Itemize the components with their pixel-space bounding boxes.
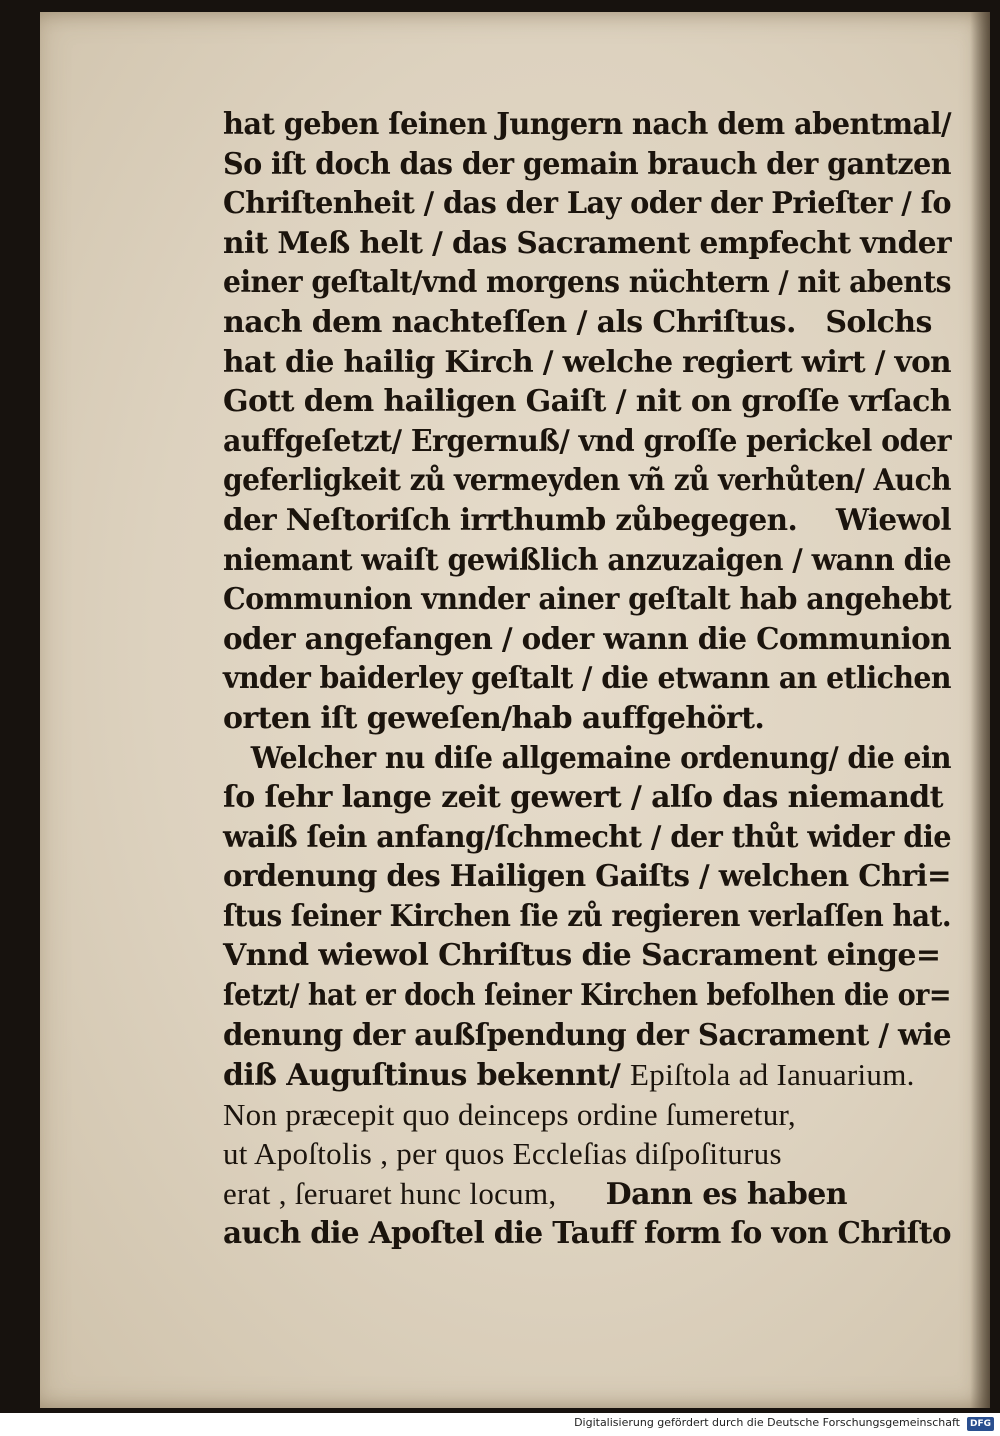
dfg-logo: DFG xyxy=(967,1417,994,1431)
text-line xyxy=(223,343,953,383)
fraktur-text: der Neſtoriſch irrthumb zůbegegen. Wiewol xyxy=(223,502,951,538)
text-line xyxy=(223,778,953,818)
text-line xyxy=(223,1055,953,1095)
fraktur-text: geferligkeit zů vermeyden vñ zů verhůten/ Auch xyxy=(223,463,951,499)
fraktur-text: auffgeſetzt/ Ergernuß/ vnd groſſe perickel oder xyxy=(223,423,951,459)
fraktur-text: ordenung des Hailigen Gaiſts / welchen Chri= xyxy=(223,859,951,895)
text-line xyxy=(223,897,953,937)
latin-text: ut Apoſtolis , per quos Eccleſias diſpoſiturus xyxy=(223,1136,782,1172)
text-line xyxy=(223,382,953,422)
fraktur-text: nach dem nachteſſen / als Chriſtus. Solchs xyxy=(223,304,932,340)
text-line xyxy=(223,422,953,462)
fraktur-text: ſo ſehr lange zeit gewert / alſo das niemandt xyxy=(223,780,943,816)
text-line xyxy=(223,580,953,620)
fraktur-text: Dann es haben xyxy=(556,1177,847,1213)
fraktur-text: diß Auguſtinus bekennt/ xyxy=(223,1058,631,1094)
fraktur-text: nit Meß helt / das Sacrament empfecht vnder xyxy=(223,225,951,261)
funding-credit: Digitalisierung gefördert durch die Deutsche Forschungsgemeinschaft xyxy=(574,1416,960,1429)
text-line xyxy=(223,1134,953,1174)
text-line xyxy=(223,818,953,858)
text-line xyxy=(223,936,953,976)
fraktur-text: niemant waiſt gewißlich anzuzaigen / wann die xyxy=(223,542,951,578)
text-line xyxy=(223,976,953,1016)
latin-text: Epiſtola ad Ianuarium. xyxy=(630,1057,915,1093)
text-line xyxy=(223,1174,953,1214)
fraktur-text: auch die Apoſtel die Tauff form ſo von Chriſto xyxy=(223,1215,951,1251)
text-line xyxy=(223,1016,953,1056)
fraktur-text: ſetzt/ hat er doch ſeiner Kirchen befolhen die or= xyxy=(223,978,951,1014)
fraktur-text: orten iſt geweſen/hab auffgehört. xyxy=(223,700,765,736)
text-line xyxy=(223,263,953,303)
fraktur-text: Chriſtenheit / das der Lay oder der Prieſter / ſo xyxy=(223,186,951,222)
fraktur-text: Communion vnnder ainer geſtalt hab angehebt xyxy=(223,582,951,618)
binding-gutter-shadow xyxy=(970,12,990,1408)
text-line xyxy=(223,699,953,739)
text-line xyxy=(223,224,953,264)
printed-text-block xyxy=(223,105,953,1253)
fraktur-text: waiß ſein anfang/ſchmecht / der thůt wider die xyxy=(223,819,951,855)
text-line xyxy=(223,1095,953,1135)
fraktur-text: hat geben ſeinen Jungern nach dem abentmal/ xyxy=(223,107,951,142)
fraktur-text: hat die hailig Kirch / welche regiert wirt / von xyxy=(223,344,951,380)
latin-text: erat , ſeruaret hunc locum, xyxy=(223,1176,557,1212)
text-line xyxy=(223,501,953,541)
text-line xyxy=(223,620,953,660)
footer-bar xyxy=(0,1413,1000,1436)
text-line xyxy=(223,105,953,145)
fraktur-text: Gott dem hailigen Gaiſt / nit on groſſe vrſach xyxy=(223,384,951,420)
fraktur-text: Vnnd wiewol Chriſtus die Sacrament einge= xyxy=(223,938,941,974)
fraktur-text: So iſt doch das der gemain brauch der gantzen xyxy=(223,146,951,182)
fraktur-text: ſtus ſeiner Kirchen ſie zů regieren verlaſſen hat. xyxy=(223,898,951,934)
text-line xyxy=(223,461,953,501)
text-line xyxy=(223,1214,953,1254)
text-line xyxy=(223,303,953,343)
text-line xyxy=(223,857,953,897)
text-line xyxy=(223,739,953,779)
fraktur-text: vnder baiderley geſtalt / die etwann an etlichen xyxy=(223,661,951,697)
text-line xyxy=(223,541,953,581)
fraktur-text: denung der außſpendung der Sacrament / wie xyxy=(223,1017,951,1053)
text-line xyxy=(223,659,953,699)
text-line xyxy=(223,145,953,185)
text-line xyxy=(223,184,953,224)
fraktur-text: Welcher nu diſe allgemaine ordenung/ die ein xyxy=(223,740,951,776)
latin-text: Non præcepit quo deinceps ordine ſumeretur, xyxy=(223,1096,796,1132)
fraktur-text: oder angefangen / oder wann die Communion xyxy=(223,621,951,657)
fraktur-text: einer geſtalt/vnd morgens nüchtern / nit abents xyxy=(223,265,951,301)
